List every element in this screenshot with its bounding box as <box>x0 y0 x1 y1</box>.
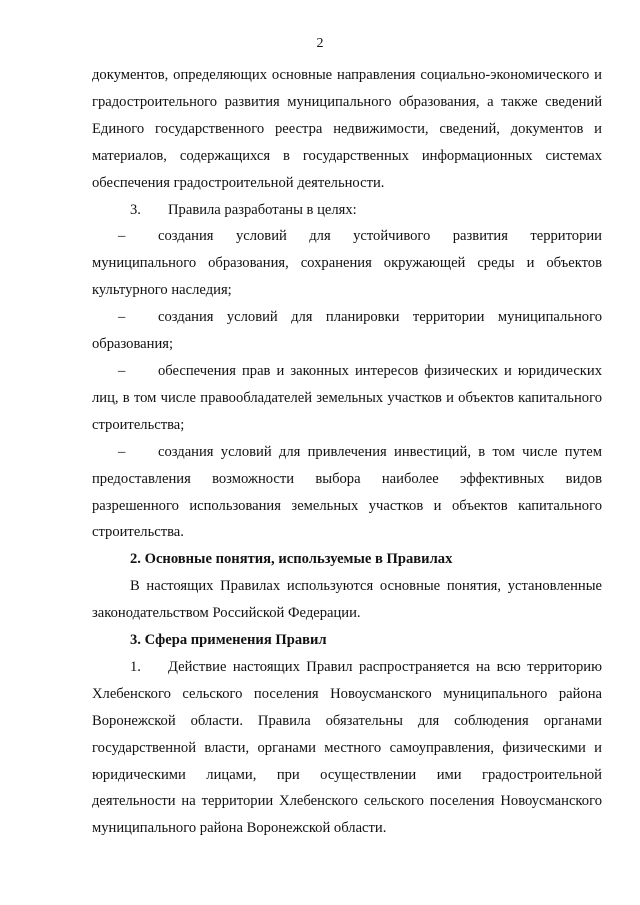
intro-paragraph: документов, определяющих основные направления социально-экономического и градостроительного развития муниципального образования, а также сведений Единого государственного реестра недвижимости, сведений, документов и материалов, содержащихся в государственных информационных системах обеспечения градостроительной деятельности. <box>92 67 602 191</box>
item-3-text: Правила разработаны в целях: <box>168 201 357 218</box>
goal-text-4: создания условий для привлечения инвестиций, в том числе путем предоставления возможности выбора наиболее эффективных видов разрешенного использования земельных участков и объектов капитального строительства. <box>92 443 602 541</box>
goal-item-1 <box>92 223 602 304</box>
goal-dash-4: – <box>118 443 126 460</box>
section-3-paragraph <box>92 654 602 842</box>
goal-item-2 <box>92 304 602 358</box>
document-body <box>92 62 602 842</box>
goal-text-3: обеспечения прав и законных интересов физических и юридических лиц, в том числе правообладателей земельных участков и объектов капитального строительства; <box>92 362 602 433</box>
section-3-heading: 3. Сфера применения Правил <box>130 632 327 649</box>
section-2-paragraph: В настоящих Правилах используются основные понятия, установленные законодательством Российской Федерации. <box>92 578 602 622</box>
item-3-number: 3. <box>130 201 141 218</box>
goal-item-3 <box>92 358 602 439</box>
section-2-heading: 2. Основные понятия, используемые в Правилах <box>130 551 453 568</box>
goal-text-2: создания условий для планировки территории муниципального образования; <box>92 309 602 353</box>
goal-dash-2: – <box>118 309 126 326</box>
page-number: 2 <box>316 36 324 51</box>
goal-dash-1: – <box>118 228 126 245</box>
goal-text-1: создания условий для устойчивого развития территории муниципального образования, сохранения окружающей среды и объектов культурного наследия; <box>92 228 602 299</box>
section-3-text: Действие настоящих Правил распространяется на всю территорию Хлебенского сельского поселения Новоусманского муниципального района Воронежской области. Правила обязательны для соблюдения органами государственной власти, органами местного самоуправления, физическими и юридическими лицами, при осуществлении ими градостроительной деятельности на территории Хлебенского сельского поселения Новоусманского муниципального района Воронежской области. <box>92 658 602 837</box>
goal-dash-3: – <box>118 362 126 379</box>
section-3-item-number: 1. <box>130 658 141 675</box>
item-3-paragraph <box>92 197 602 224</box>
goal-item-4 <box>92 439 602 547</box>
